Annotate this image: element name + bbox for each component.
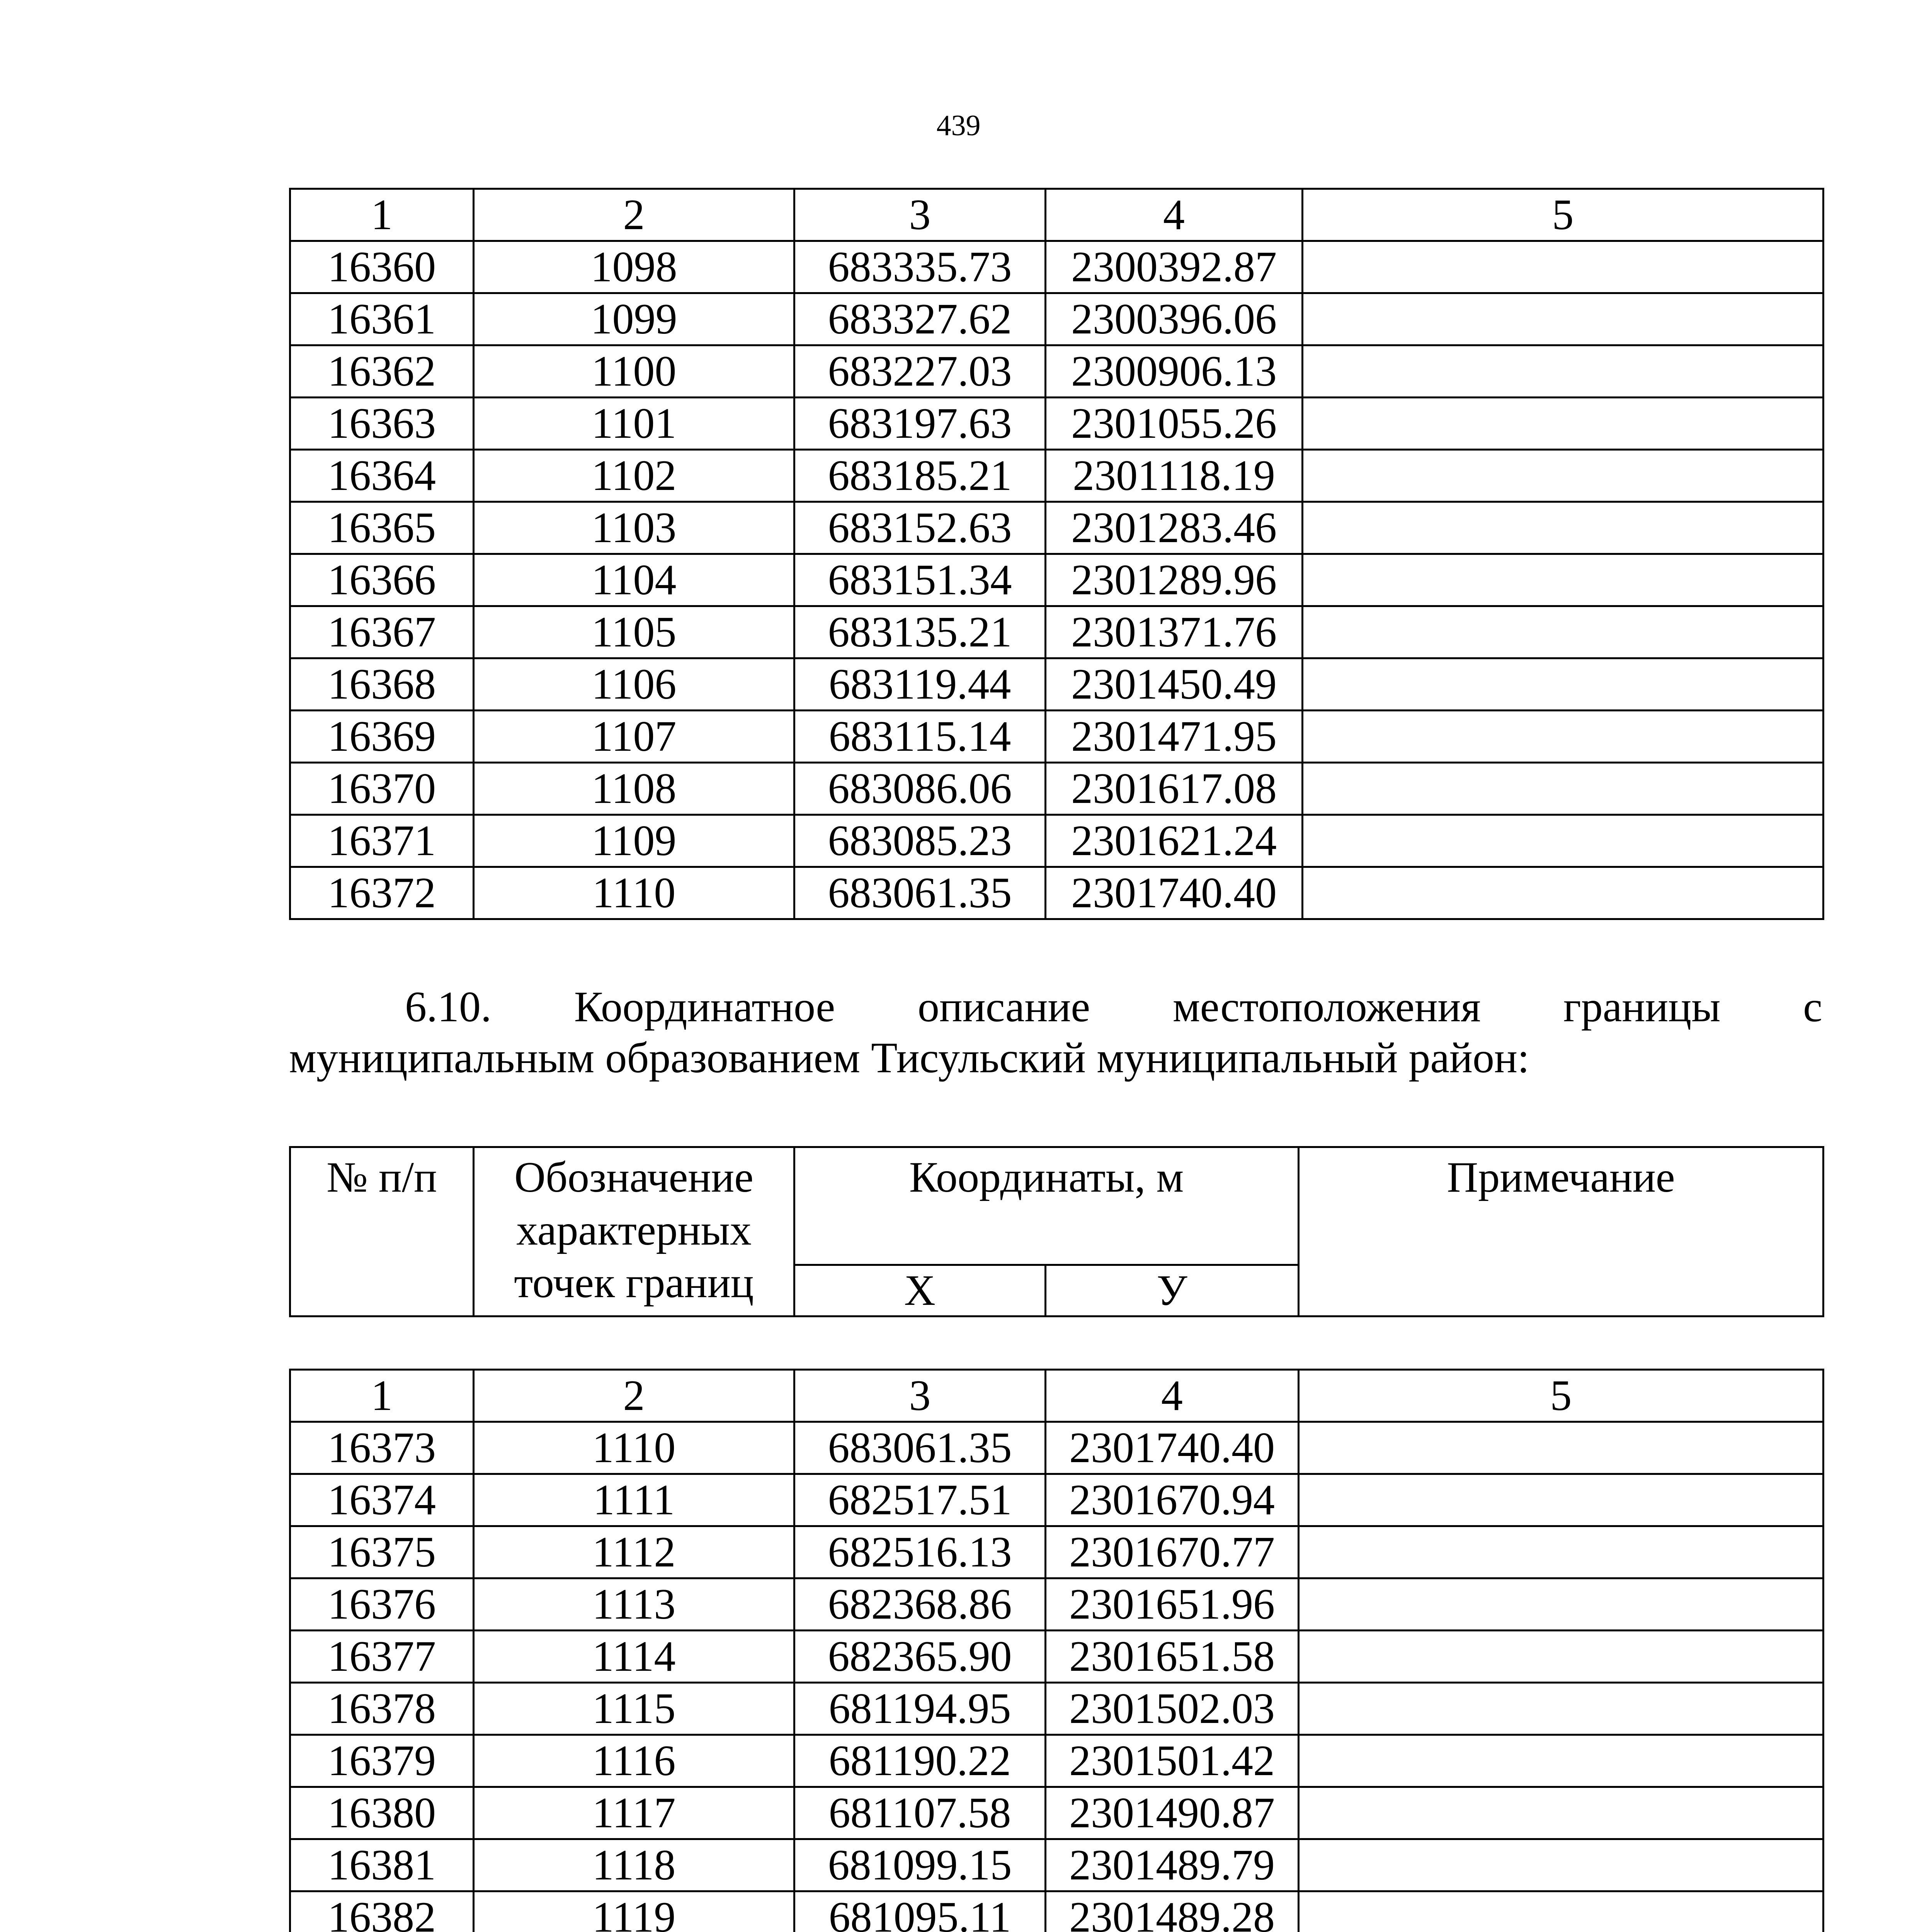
note-cell — [1299, 1891, 1823, 1932]
point-designation-cell: 1103 — [474, 502, 794, 554]
row-number-cell: 16369 — [290, 711, 474, 763]
page-number: 439 — [936, 109, 981, 142]
y-coordinate-cell: 2301489.28 — [1046, 1891, 1299, 1932]
coordinates-table-continued — [289, 188, 1824, 920]
table-row — [290, 1631, 1823, 1683]
table-row — [290, 345, 1823, 398]
y-coordinate-cell: 2301283.46 — [1046, 502, 1303, 554]
note-cell — [1299, 1631, 1823, 1683]
y-coordinate-cell: 2300906.13 — [1046, 345, 1303, 398]
point-designation-cell: 1111 — [474, 1474, 794, 1526]
table-row — [290, 1891, 1823, 1932]
row-number-cell: 16377 — [290, 1631, 474, 1683]
col-number-cell: 4 — [1046, 1370, 1299, 1422]
note-cell — [1303, 711, 1823, 763]
col-number-cell: 2 — [474, 1370, 794, 1422]
point-designation-cell: 1108 — [474, 763, 794, 815]
point-designation-cell: 1107 — [474, 711, 794, 763]
point-designation-cell: 1115 — [474, 1683, 794, 1735]
note-cell — [1303, 241, 1823, 293]
x-coordinate-cell: 682365.90 — [794, 1631, 1046, 1683]
table1-column-number-row — [290, 189, 1823, 241]
table-row — [290, 241, 1823, 293]
row-number-cell: 16376 — [290, 1578, 474, 1631]
table-row — [290, 1474, 1823, 1526]
y-coordinate-cell: 2301651.58 — [1046, 1631, 1299, 1683]
x-coordinate-cell: 682368.86 — [794, 1578, 1046, 1631]
x-coordinate-cell: 681194.95 — [794, 1683, 1046, 1735]
table-row — [290, 1839, 1823, 1891]
row-number-cell: 16360 — [290, 241, 474, 293]
point-designation-cell: 1101 — [474, 398, 794, 450]
row-number-cell: 16361 — [290, 293, 474, 345]
heading-word: описание — [917, 983, 1090, 1031]
col-number-cell: 2 — [474, 189, 794, 241]
heading-word: с — [1803, 983, 1822, 1031]
x-coordinate-cell: 681190.22 — [794, 1735, 1046, 1787]
row-number-cell: 16368 — [290, 658, 474, 711]
x-coordinate-cell: 683152.63 — [794, 502, 1046, 554]
note-cell — [1303, 867, 1823, 919]
note-cell — [1303, 398, 1823, 450]
y-coordinate-cell: 2301740.40 — [1046, 1422, 1299, 1474]
y-coordinate-cell: 2301371.76 — [1046, 606, 1303, 658]
table-row — [290, 554, 1823, 606]
section-heading-line1 — [289, 981, 1822, 1032]
table-row — [290, 867, 1823, 919]
table-row — [290, 1526, 1823, 1578]
table-row — [290, 711, 1823, 763]
header-y: У — [1046, 1265, 1299, 1316]
table-row — [290, 606, 1823, 658]
note-cell — [1299, 1526, 1823, 1578]
point-designation-cell: 1116 — [474, 1735, 794, 1787]
coordinates-table-tisul — [289, 1369, 1824, 1932]
col-number-cell: 4 — [1046, 189, 1303, 241]
y-coordinate-cell: 2301617.08 — [1046, 763, 1303, 815]
point-designation-cell: 1112 — [474, 1526, 794, 1578]
row-number-cell: 16367 — [290, 606, 474, 658]
col-number-cell: 5 — [1299, 1370, 1823, 1422]
point-designation-cell: 1114 — [474, 1631, 794, 1683]
x-coordinate-cell: 683115.14 — [794, 711, 1046, 763]
x-coordinate-cell: 681107.58 — [794, 1787, 1046, 1839]
coordinates-table-header — [289, 1146, 1824, 1317]
point-designation-cell: 1105 — [474, 606, 794, 658]
table-row — [290, 1578, 1823, 1631]
row-number-cell: 16363 — [290, 398, 474, 450]
note-cell — [1303, 345, 1823, 398]
point-designation-cell: 1118 — [474, 1839, 794, 1891]
note-cell — [1303, 450, 1823, 502]
table-row — [290, 502, 1823, 554]
table-row — [290, 763, 1823, 815]
note-cell — [1303, 502, 1823, 554]
table-row — [290, 815, 1823, 867]
y-coordinate-cell: 2301651.96 — [1046, 1578, 1299, 1631]
note-cell — [1303, 554, 1823, 606]
table-row — [290, 1683, 1823, 1735]
row-number-cell: 16382 — [290, 1891, 474, 1932]
table1-body — [290, 189, 1823, 919]
x-coordinate-cell: 682517.51 — [794, 1474, 1046, 1526]
row-number-cell: 16371 — [290, 815, 474, 867]
x-coordinate-cell: 683119.44 — [794, 658, 1046, 711]
x-coordinate-cell: 683227.03 — [794, 345, 1046, 398]
row-number-cell: 16374 — [290, 1474, 474, 1526]
header-row-main — [290, 1147, 1823, 1265]
col-number-cell: 1 — [290, 189, 474, 241]
y-coordinate-cell: 2301670.77 — [1046, 1526, 1299, 1578]
y-coordinate-cell: 2301118.19 — [1046, 450, 1303, 502]
point-designation-cell: 1100 — [474, 345, 794, 398]
x-coordinate-cell: 683335.73 — [794, 241, 1046, 293]
point-designation-cell: 1098 — [474, 241, 794, 293]
point-designation-cell: 1106 — [474, 658, 794, 711]
note-cell — [1303, 658, 1823, 711]
y-coordinate-cell: 2301289.96 — [1046, 554, 1303, 606]
note-cell — [1299, 1839, 1823, 1891]
y-coordinate-cell: 2301450.49 — [1046, 658, 1303, 711]
col-number-cell: 1 — [290, 1370, 474, 1422]
x-coordinate-cell: 683197.63 — [794, 398, 1046, 450]
row-number-cell: 16380 — [290, 1787, 474, 1839]
heading-word: местоположения — [1172, 983, 1481, 1031]
header-note: Примечание — [1299, 1147, 1823, 1316]
point-designation-cell: 1113 — [474, 1578, 794, 1631]
table-row — [290, 1735, 1823, 1787]
y-coordinate-cell: 2301490.87 — [1046, 1787, 1299, 1839]
point-designation-cell: 1117 — [474, 1787, 794, 1839]
table-row — [290, 450, 1823, 502]
x-coordinate-cell: 682516.13 — [794, 1526, 1046, 1578]
col-number-cell: 3 — [794, 1370, 1046, 1422]
col-number-cell: 5 — [1303, 189, 1823, 241]
table2-column-number-row — [290, 1370, 1823, 1422]
point-designation-cell: 1119 — [474, 1891, 794, 1932]
point-designation-cell: 1110 — [474, 1422, 794, 1474]
col-number-cell: 3 — [794, 189, 1046, 241]
x-coordinate-cell: 683185.21 — [794, 450, 1046, 502]
header-coordinates: Координаты, м — [794, 1147, 1299, 1265]
header-num: № п/п — [290, 1147, 474, 1316]
row-number-cell: 16366 — [290, 554, 474, 606]
row-number-cell: 16378 — [290, 1683, 474, 1735]
note-cell — [1303, 293, 1823, 345]
x-coordinate-cell: 683086.06 — [794, 763, 1046, 815]
table-row — [290, 658, 1823, 711]
row-number-cell: 16375 — [290, 1526, 474, 1578]
note-cell — [1303, 815, 1823, 867]
heading-word: Координатное — [574, 983, 835, 1031]
y-coordinate-cell: 2300392.87 — [1046, 241, 1303, 293]
y-coordinate-cell: 2300396.06 — [1046, 293, 1303, 345]
section-heading-6-10 — [289, 981, 1822, 1083]
x-coordinate-cell: 683151.34 — [794, 554, 1046, 606]
row-number-cell: 16379 — [290, 1735, 474, 1787]
heading-word: 6.10. — [405, 983, 492, 1031]
row-number-cell: 16381 — [290, 1839, 474, 1891]
note-cell — [1299, 1578, 1823, 1631]
table2-body — [290, 1370, 1823, 1932]
table-row — [290, 398, 1823, 450]
y-coordinate-cell: 2301055.26 — [1046, 398, 1303, 450]
point-designation-cell: 1110 — [474, 867, 794, 919]
y-coordinate-cell: 2301670.94 — [1046, 1474, 1299, 1526]
y-coordinate-cell: 2301471.95 — [1046, 711, 1303, 763]
x-coordinate-cell: 683061.35 — [794, 1422, 1046, 1474]
y-coordinate-cell: 2301621.24 — [1046, 815, 1303, 867]
y-coordinate-cell: 2301502.03 — [1046, 1683, 1299, 1735]
note-cell — [1299, 1787, 1823, 1839]
point-designation-cell: 1109 — [474, 815, 794, 867]
x-coordinate-cell: 683085.23 — [794, 815, 1046, 867]
row-number-cell: 16373 — [290, 1422, 474, 1474]
table-row — [290, 1787, 1823, 1839]
table-row — [290, 293, 1823, 345]
x-coordinate-cell: 683135.21 — [794, 606, 1046, 658]
point-designation-cell: 1099 — [474, 293, 794, 345]
x-coordinate-cell: 681095.11 — [794, 1891, 1046, 1932]
row-number-cell: 16362 — [290, 345, 474, 398]
y-coordinate-cell: 2301489.79 — [1046, 1839, 1299, 1891]
header-designation: Обозначение характерных точек границ — [474, 1147, 794, 1316]
note-cell — [1303, 606, 1823, 658]
y-coordinate-cell: 2301501.42 — [1046, 1735, 1299, 1787]
x-coordinate-cell: 683061.35 — [794, 867, 1046, 919]
table-row — [290, 1422, 1823, 1474]
note-cell — [1299, 1683, 1823, 1735]
row-number-cell: 16372 — [290, 867, 474, 919]
row-number-cell: 16364 — [290, 450, 474, 502]
note-cell — [1299, 1735, 1823, 1787]
note-cell — [1303, 763, 1823, 815]
row-number-cell: 16370 — [290, 763, 474, 815]
point-designation-cell: 1104 — [474, 554, 794, 606]
x-coordinate-cell: 681099.15 — [794, 1839, 1046, 1891]
x-coordinate-cell: 683327.62 — [794, 293, 1046, 345]
heading-word: границы — [1563, 983, 1721, 1031]
note-cell — [1299, 1474, 1823, 1526]
note-cell — [1299, 1422, 1823, 1474]
header-x: Х — [794, 1265, 1046, 1316]
row-number-cell: 16365 — [290, 502, 474, 554]
y-coordinate-cell: 2301740.40 — [1046, 867, 1303, 919]
point-designation-cell: 1102 — [474, 450, 794, 502]
section-heading-line2: муниципальным образованием Тисульский муниципальный район: — [289, 1034, 1530, 1082]
